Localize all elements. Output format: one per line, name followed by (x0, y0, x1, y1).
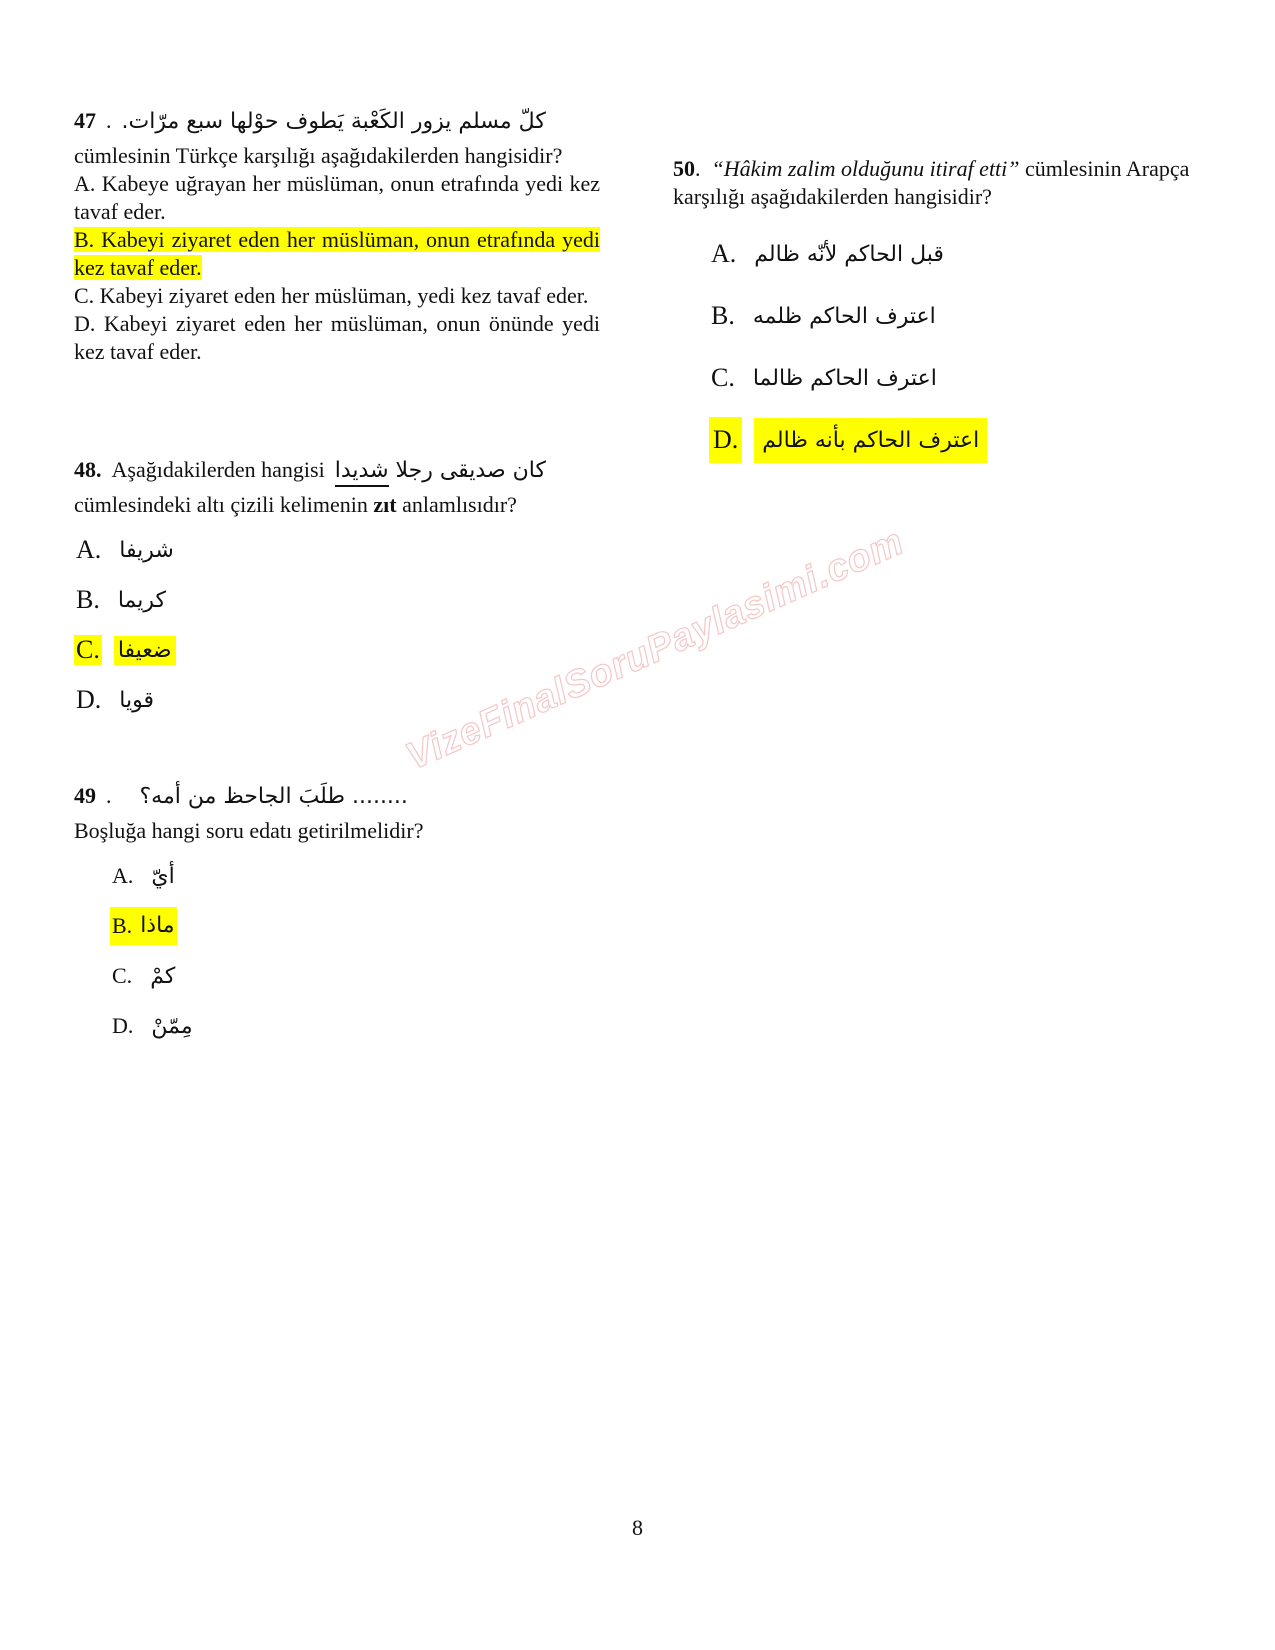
option-d[interactable] (74, 310, 600, 366)
question-49 (74, 783, 600, 1051)
question-prompt: 50. “Hâkim zalim olduğunu itiraf etti” cümlesinin Arapça karşılığı aşağıdakilerden hangisidir? (673, 156, 1190, 209)
option-b[interactable] (709, 285, 1203, 347)
option-a[interactable] (74, 525, 600, 575)
right-column (673, 155, 1203, 471)
option-text: قويا (119, 687, 154, 713)
option-a[interactable] (110, 851, 600, 901)
option-letter: A. (711, 239, 737, 268)
option-text: C. Kabeyi ziyaret eden her müslüman, yedi kez tavaf eder. (74, 283, 589, 308)
underlined-word: شديدا (335, 458, 389, 487)
prompt-text: cümlesindeki altı çizili kelimenin (74, 492, 374, 517)
option-text: B. Kabeyi ziyaret eden her müslüman, onun etrafında yedi kez tavaf eder. (74, 227, 600, 280)
option-letter: C. (711, 363, 735, 392)
prompt-text: anlamlısıdır? (396, 492, 517, 517)
option-letter: D. (76, 685, 102, 714)
option-c[interactable] (74, 282, 600, 310)
question-arabic-sentence (335, 457, 546, 485)
question-49-header: 49 . ........ طلَبَ الجاحظ من أمه؟ (74, 783, 408, 809)
question-47-options (74, 170, 600, 366)
option-letter: A. (112, 863, 134, 888)
question-arabic-sentence: كلّ مسلم يزور الكَعْبة يَطوف حوْلها سبع مرّات. (121, 109, 546, 134)
option-c[interactable] (110, 951, 600, 1001)
option-text: أيّ (151, 863, 175, 889)
option-text: D. Kabeyi ziyaret eden her müslüman, onun önünde yedi kez tavaf eder. (74, 311, 600, 364)
option-highlight (110, 907, 177, 945)
option-b[interactable] (74, 575, 600, 625)
question-48-header (74, 456, 600, 485)
option-a[interactable] (709, 223, 1203, 285)
option-b[interactable] (110, 901, 600, 951)
question-prompt (74, 491, 600, 519)
question-number: 50 (673, 156, 695, 181)
question-47 (74, 108, 600, 366)
option-b[interactable] (74, 226, 600, 282)
question-49-options (110, 851, 600, 1051)
option-text: كمْ (150, 963, 176, 989)
option-letter: B. (711, 301, 735, 330)
option-letter: C. (112, 963, 133, 988)
option-text: ضعيفا (114, 636, 176, 665)
question-number: 48. (74, 457, 102, 482)
option-letter: B. (76, 585, 100, 614)
option-text: شريفا (119, 537, 174, 563)
option-text: ماذا (140, 913, 175, 938)
question-number: 49 (74, 783, 96, 808)
option-letter: C. (76, 635, 100, 664)
option-d[interactable] (709, 409, 1203, 471)
option-letter: D. (112, 1013, 134, 1038)
question-prompt: cümlesinin Türkçe karşılığı aşağıdakilerden hangisidir? (74, 143, 563, 168)
question-47-header: 47 . كلّ مسلم يزور الكَعْبة يَطوف حوْلها سبع مرّات. (74, 108, 546, 134)
option-text: A. Kabeye uğrayan her müslüman, onun etrafında yedi kez tavaf eder. (74, 171, 600, 224)
prompt-text: cümlesinin Arapça karşılığı aşağıdakilerden hangisidir? (673, 156, 1190, 209)
question-50 (673, 155, 1203, 471)
question-number: 47 (74, 108, 96, 133)
left-column (74, 108, 600, 1051)
question-prompt: Boşluğa hangi soru edatı getirilmelidir? (74, 818, 424, 843)
option-letter: D. (709, 417, 742, 463)
option-text: اعترف الحاكم بأنه ظالم (754, 418, 987, 463)
option-c[interactable] (74, 625, 600, 675)
option-a[interactable] (74, 170, 600, 226)
question-quote: “Hâkim zalim olduğunu itiraf etti” (711, 156, 1020, 181)
option-letter: A. (76, 535, 102, 564)
option-letter: B. (112, 913, 133, 938)
watermark: VizeFinalSoruPaylasimi.com (400, 520, 911, 779)
option-text: قبل الحاكم لأنّه ظالم (754, 241, 944, 267)
option-text: اعترف الحاكم ظلمه (752, 303, 936, 329)
option-text: مِمّنْ (151, 1013, 193, 1039)
option-c[interactable] (709, 347, 1203, 409)
prompt-bold-word: zıt (373, 492, 397, 517)
arabic-text: كان صديقى رجلا (388, 458, 546, 483)
page-number: 8 (632, 1515, 643, 1540)
question-arabic-sentence: ........ طلَبَ الجاحظ من أمه؟ (139, 784, 408, 809)
question-lead: Aşağıdakilerden hangisi (111, 457, 325, 482)
option-text: اعترف الحاكم ظالما (752, 365, 937, 391)
question-50-options (709, 223, 1203, 471)
option-text: كريما (117, 587, 167, 613)
option-d[interactable] (110, 1001, 600, 1051)
